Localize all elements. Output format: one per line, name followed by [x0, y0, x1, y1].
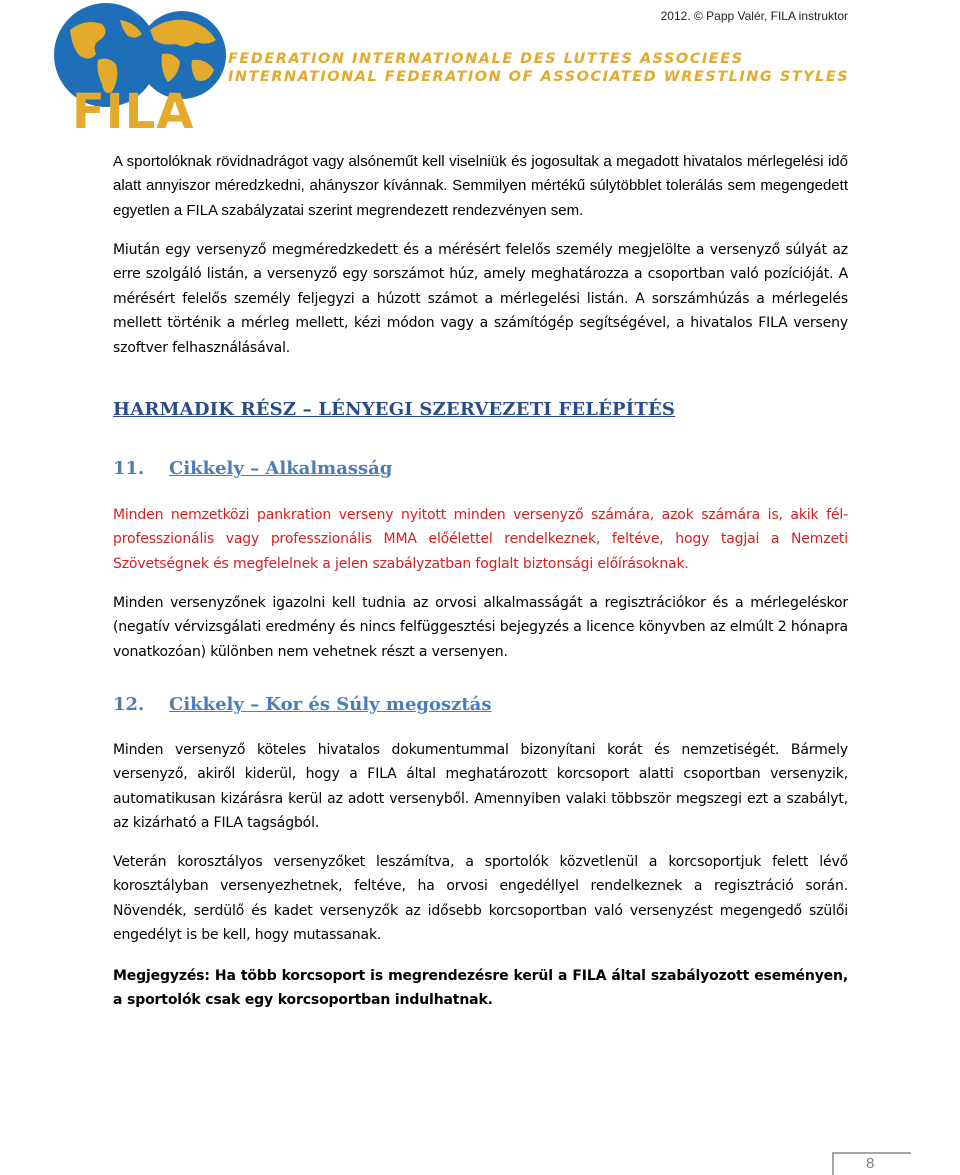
part-heading: HARMADIK RÉSZ – LÉNYEGI SZERVEZETI FELÉPÍTÉS	[113, 399, 676, 420]
paragraph-4: Minden versenyzőnek igazolni kell tudnia az orvosi alkalmasságát a regisztrációkor és a mérlegeléskor (negatív vérvizsgálati eredmény és nincs felfüggesztési bejegyzés a licence könyvben az elmúlt 2 hónapra vonatkozóan) különben nem vehetnek részt a versenyen.	[113, 595, 848, 660]
article-12-heading	[113, 694, 491, 715]
paragraph-3: Minden nemzetközi pankration verseny nyitott minden versenyző számára, azok számára is, akik fél-professzionális vagy professzionális MMA előélettel rendelkeznek, feltéve, hogy tagjai a Nemzeti Szövetségnek és megfelelnek a jelen szabályzatban foglalt biztonsági előírásoknak.	[113, 507, 848, 572]
article-11-title: Cikkely – Alkalmasság	[169, 458, 393, 479]
page-number: 8	[866, 1155, 875, 1172]
paragraph-5: Minden versenyző köteles hivatalos dokumentummal bizonyítani korát és nemzetiségét. Bármely versenyző, akiről kiderül, hogy a FILA által meghatározott korcsoport alatti csoportban versenyzik, automatikusan kizárásra kerül az adott versenyből. Amennyiben valaki többször megszegi ezt a szabályt, az kizárható a FILA tagságból.	[113, 742, 848, 832]
org-name-english: INTERNATIONAL FEDERATION OF ASSOCIATED WRESTLING STYLES	[228, 69, 850, 85]
paragraph-1: A sportolóknak rövidnadrágot vagy alsóneműt kell viselniük és jogosultak a megadott hivatalos mérlegelési idő alatt annyiszor méredzkedni, ahányszor kívánnak. Semmilyen mértékű súlytöbblet tolerálás sem megengedett egyetlen a FILA szabályzatai szerint megrendezett rendezvényen sem.	[113, 153, 848, 219]
article-12-title: Cikkely – Kor és Súly megosztás	[169, 694, 492, 715]
fila-logo-text: FILA	[72, 84, 195, 140]
article-11-number: 11.	[113, 458, 145, 479]
org-name-french: FEDERATION INTERNATIONALE DES LUTTES ASSOCIEES	[228, 51, 744, 67]
article-12-number: 12.	[113, 694, 145, 715]
paragraph-7-note: Megjegyzés: Ha több korcsoport is megrendezésre kerül a FILA által szabályozott eseményen, a sportolók csak egy korcsoportban indulhatnak.	[113, 968, 848, 1009]
page-header-text: 2012. © Papp Valér, FILA instruktor	[660, 9, 848, 23]
paragraph-2: Miután egy versenyző megméredzkedett és a mérésért felelős személy megjelölte a versenyző súlyát az erre szolgáló listán, a versenyző egy sorszámot húz, amely meghatározza a csoportban való pozícióját. A mérésért felelős személy feljegyzi a húzott számot a mérlegelési listán. A sorszámhúzás a mérlegelés mellett történik a mérleg mellett, kézi módon vagy a számítógép segítségével, a hivatalos FILA verseny szoftver felhasználásával.	[113, 242, 848, 356]
organization-name	[228, 50, 849, 86]
paragraph-6: Veterán korosztályos versenyzőket leszámítva, a sportolók közvetlenül a korcsoportjuk felett lévő korosztályban versenyezhetnek, feltéve, ha orvosi engedéllyel rendelkeznek a regisztráció során. Növendék, serdülő és kadet versenyzők az idősebb korcsoportban való versenyzést megengedő szülői engedélyt is be kell, hogy mutassanak.	[113, 854, 848, 944]
fila-logo	[50, 0, 230, 140]
article-11-heading	[113, 458, 392, 479]
